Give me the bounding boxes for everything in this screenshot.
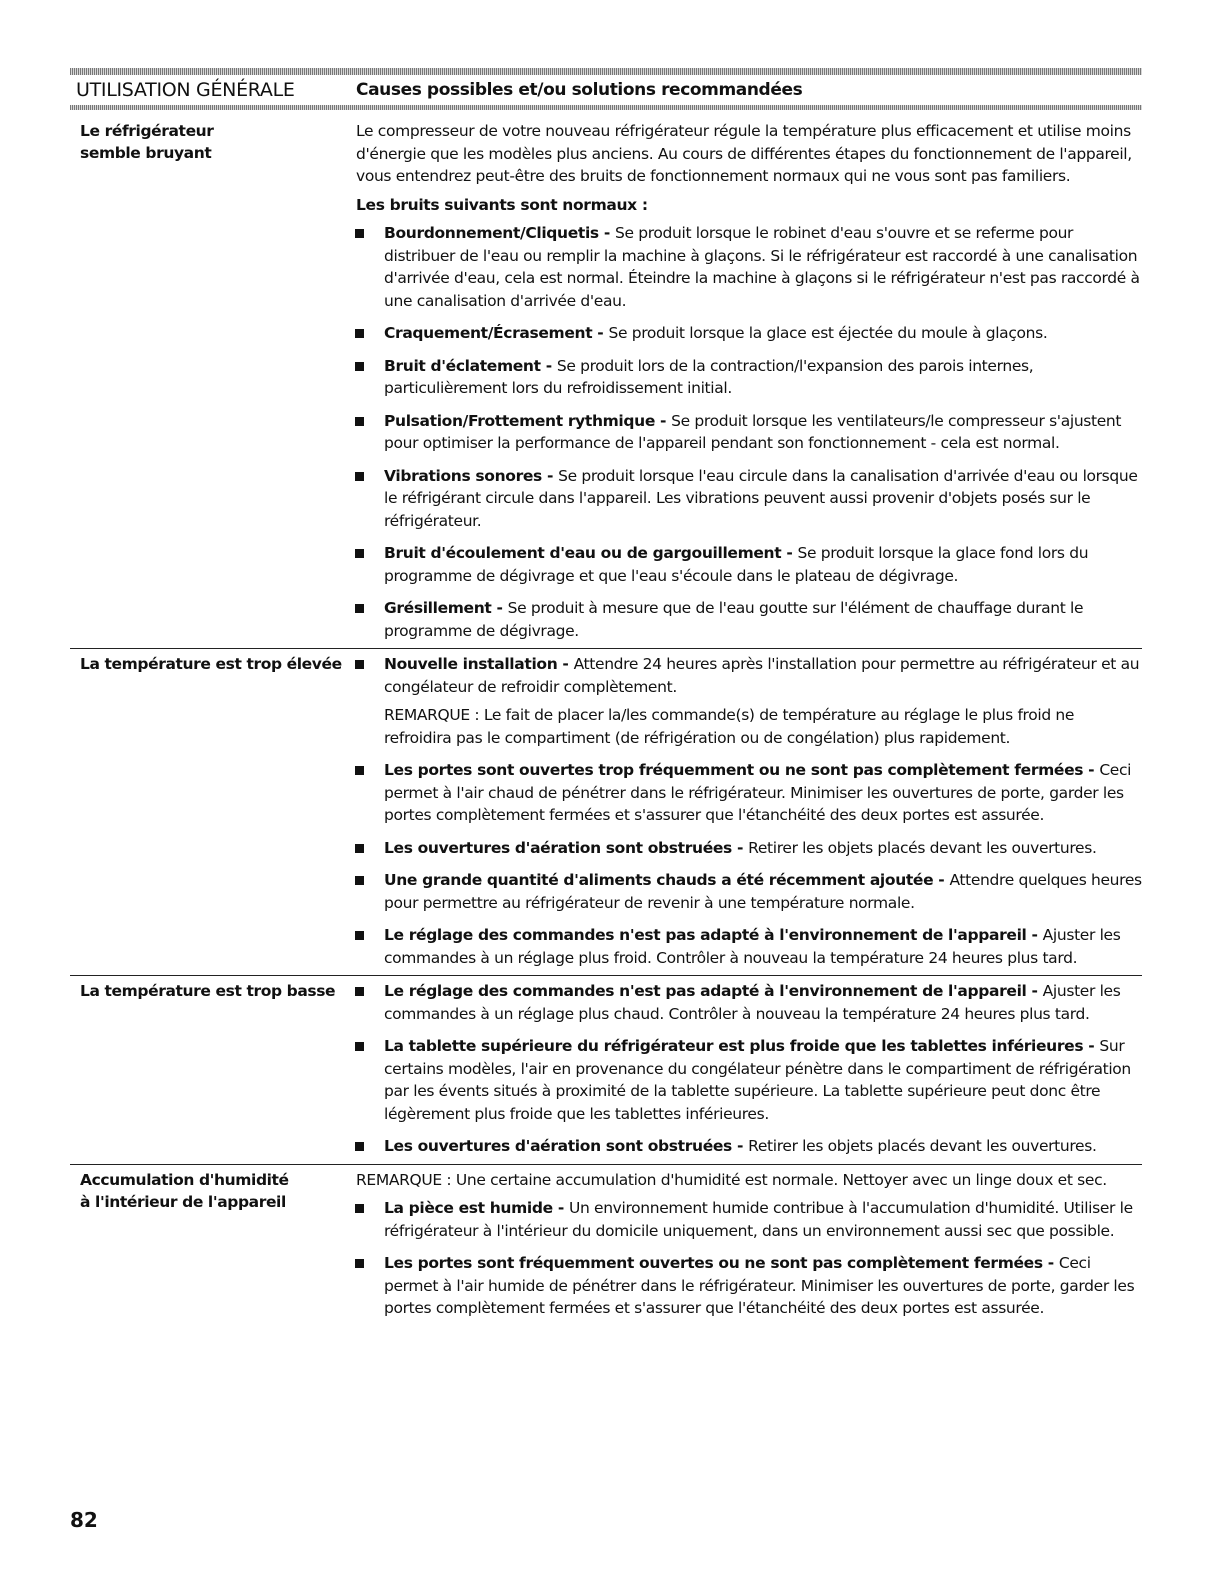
list-item — [352, 410, 1142, 455]
note-paragraph: REMARQUE : Le fait de placer la/les commande(s) de température au réglage le plus froid ne refroidira pas le compartiment (de réfrigération ou de congélation) plus rapidement. — [384, 706, 1075, 747]
bullet-icon — [352, 597, 384, 642]
item-title: Les ouvertures d'aération sont obstruées - — [384, 838, 749, 857]
intro-paragraph: REMARQUE : Une certaine accumulation d'humidité est normale. Nettoyer avec un linge doux et sec. — [356, 1170, 1107, 1189]
section-title-line: semble bruyant — [80, 144, 212, 162]
header-solutions: Causes possibles et/ou solutions recommandées — [356, 80, 803, 100]
item-desc: Se produit lorsque l'eau circule dans la canalisation d'arrivée d'eau ou lorsque le réfrigérant circule dans l'appareil. Les vibrations peuvent aussi provenir d'objets posés sur le réfrigérateur. — [384, 466, 1138, 530]
list-item — [352, 759, 1142, 827]
list-item — [352, 837, 1142, 860]
bullet-icon — [352, 924, 384, 969]
item-desc: Un environnement humide contribue à l'accumulation d'humidité. Utiliser le réfrigérateur à l'intérieur du domicile uniquement, dans un environnement aussi sec que possible. — [384, 1199, 1133, 1240]
list-item — [352, 980, 1142, 1025]
section-title-line: Accumulation d'humidité — [80, 1170, 289, 1189]
section-title — [70, 980, 352, 1158]
section-title-line: La température est trop basse — [80, 982, 336, 1000]
section-noise — [70, 116, 1142, 649]
list-item — [352, 1035, 1142, 1125]
section-title — [70, 653, 352, 969]
item-desc: Ajuster les commandes à un réglage plus chaud. Contrôler à nouveau la température 24 heures plus tard. — [384, 982, 1121, 1023]
section-humidity — [70, 1165, 1142, 1326]
item-title: Une grande quantité d'aliments chauds a été récemment ajoutée - — [384, 871, 950, 889]
item-title: Vibrations sonores - — [384, 466, 559, 485]
item-desc: Se produit lors de la contraction/l'expansion des parois internes, particulièrement lors du refroidissement initial. — [384, 356, 1034, 397]
item-desc: Se produit lorsque la glace fond lors du programme de dégivrage et que l'eau s'écoule dans le plateau de dégivrage. — [384, 544, 1089, 585]
section-content — [352, 980, 1142, 1158]
bullet-icon — [352, 980, 384, 1025]
item-desc: Ceci permet à l'air chaud de pénétrer dans le réfrigérateur. Minimiser les ouvertures de porte, garder les portes complètement fermées et s'assurer que l'étanchéité des deux portes est assurée. — [384, 761, 1132, 824]
bullet-icon — [352, 759, 384, 827]
intro-paragraph: Le compresseur de votre nouveau réfrigérateur régule la température plus efficacement et utilise moins d'énergie que les modèles plus anciens. Au cours de différentes étapes du fonctionnement de l'appareil, vous entendrez peut-être des bruits de fonctionnement normaux qui ne vous sont pas familiers. — [356, 122, 1132, 185]
item-desc: Se produit lorsque les ventilateurs/le compresseur s'ajustent pour optimiser la performance de l'appareil pendant son fonctionnement - cela est normal. — [384, 411, 1122, 452]
list-item — [352, 653, 1142, 698]
item-desc: Attendre quelques heures pour permettre au réfrigérateur de revenir à une température normale. — [384, 871, 1142, 912]
item-desc: Se produit lorsque la glace est éjectée du moule à glaçons. — [608, 324, 1048, 342]
item-desc: Ajuster les commandes à un réglage plus froid. Contrôler à nouveau la température 24 heures plus tard. — [384, 926, 1121, 967]
item-desc: Attendre 24 heures après l'installation pour permettre au réfrigérateur et au congélateur de refroidir complètement. — [384, 655, 1140, 696]
list-item — [352, 465, 1142, 533]
section-title — [70, 1169, 352, 1320]
item-title: Bruit d'éclatement - — [384, 356, 557, 375]
list-item — [352, 322, 1142, 345]
list-item — [352, 924, 1142, 969]
item-title: Pulsation/Frottement rythmique - — [384, 411, 672, 430]
list-item — [352, 869, 1142, 914]
bullet-icon — [352, 355, 384, 400]
troubleshooting-table — [70, 68, 1142, 1326]
item-desc: Ceci permet à l'air humide de pénétrer dans le réfrigérateur. Minimiser les ouvertures de porte, garder les portes complètement fermées et s'assurer que l'étanchéité des deux portes est assurée. — [384, 1254, 1135, 1317]
list-item — [352, 222, 1142, 312]
item-title: Nouvelle installation - — [384, 655, 574, 673]
bullet-icon — [352, 1197, 384, 1242]
list-item — [352, 1252, 1142, 1320]
section-title-line: La température est trop élevée — [80, 655, 342, 673]
section-title-line: à l'intérieur de l'appareil — [80, 1192, 286, 1211]
bullet-icon — [352, 653, 384, 698]
item-desc: Se produit lorsque le robinet d'eau s'ouvre et se referme pour distribuer de l'eau ou remplir la machine à glaçons. Si le réfrigérateur est raccordé à une canalisation d'arrivée d'eau, cela est normal. Éteindre la machine à glaçons si le réfrigérateur n'est pas raccordé à une canalisation d'arrivée d'eau. — [384, 224, 1140, 310]
item-desc: Se produit à mesure que de l'eau goutte sur l'élément de chauffage durant le programme de dégivrage. — [384, 599, 1084, 640]
bullet-icon — [352, 410, 384, 455]
list-item — [352, 1135, 1142, 1158]
list-item — [352, 542, 1142, 587]
bullet-icon — [352, 542, 384, 587]
section-title — [70, 120, 352, 642]
list-item — [352, 1197, 1142, 1242]
item-title: Grésillement - — [384, 599, 508, 617]
bullet-icon — [352, 1035, 384, 1125]
bullet-icon — [352, 1135, 384, 1158]
subheading: Les bruits suivants sont normaux : — [356, 195, 648, 214]
item-title: Le réglage des commandes n'est pas adapté à l'environnement de l'appareil - — [384, 926, 1043, 944]
section-content — [352, 653, 1142, 969]
item-desc: Retirer les objets placés devant les ouvertures. — [748, 1137, 1097, 1155]
section-temp-low — [70, 976, 1142, 1165]
list-item — [352, 355, 1142, 400]
item-title: La tablette supérieure du réfrigérateur est plus froide que les tablettes inférieures - — [384, 1037, 1100, 1055]
section-title-line: Le réfrigérateur — [80, 122, 214, 140]
item-title: Bruit d'écoulement d'eau ou de gargouillement - — [384, 544, 798, 562]
section-temp-high — [70, 649, 1142, 976]
header-rule-bottom — [70, 105, 1142, 110]
page-number: 82 — [70, 1508, 98, 1532]
section-content — [352, 1169, 1142, 1320]
bullet-icon — [352, 869, 384, 914]
item-title: Craquement/Écrasement - — [384, 324, 609, 342]
item-desc: Retirer les objets placés devant les ouvertures. — [748, 838, 1097, 857]
bullet-icon — [352, 837, 384, 860]
item-title: Le réglage des commandes n'est pas adapté à l'environnement de l'appareil - — [384, 982, 1043, 1000]
item-title: La pièce est humide - — [384, 1199, 569, 1217]
list-item — [352, 597, 1142, 642]
bullet-icon — [352, 222, 384, 312]
section-content — [352, 120, 1142, 642]
bullet-icon — [352, 322, 384, 345]
item-title: Les ouvertures d'aération sont obstruées - — [384, 1137, 749, 1155]
item-desc: Sur certains modèles, l'air en provenance du congélateur pénètre dans le compartiment de réfrigération par les évents situés à proximité de la tablette supérieure. La tablette supérieure peut donc être légèrement plus froide que les tablettes inférieures. — [384, 1037, 1131, 1123]
header-rule-top — [70, 68, 1142, 75]
item-title: Bourdonnement/Cliquetis - — [384, 224, 615, 242]
item-title: Les portes sont ouvertes trop fréquemment ou ne sont pas complètement fermées - — [384, 761, 1100, 779]
bullet-icon — [352, 1252, 384, 1320]
item-title: Les portes sont fréquemment ouvertes ou ne sont pas complètement fermées - — [384, 1254, 1059, 1272]
header-category: UTILISATION GÉNÉRALE — [76, 79, 295, 101]
bullet-icon — [352, 465, 384, 533]
table-header — [70, 75, 1142, 105]
